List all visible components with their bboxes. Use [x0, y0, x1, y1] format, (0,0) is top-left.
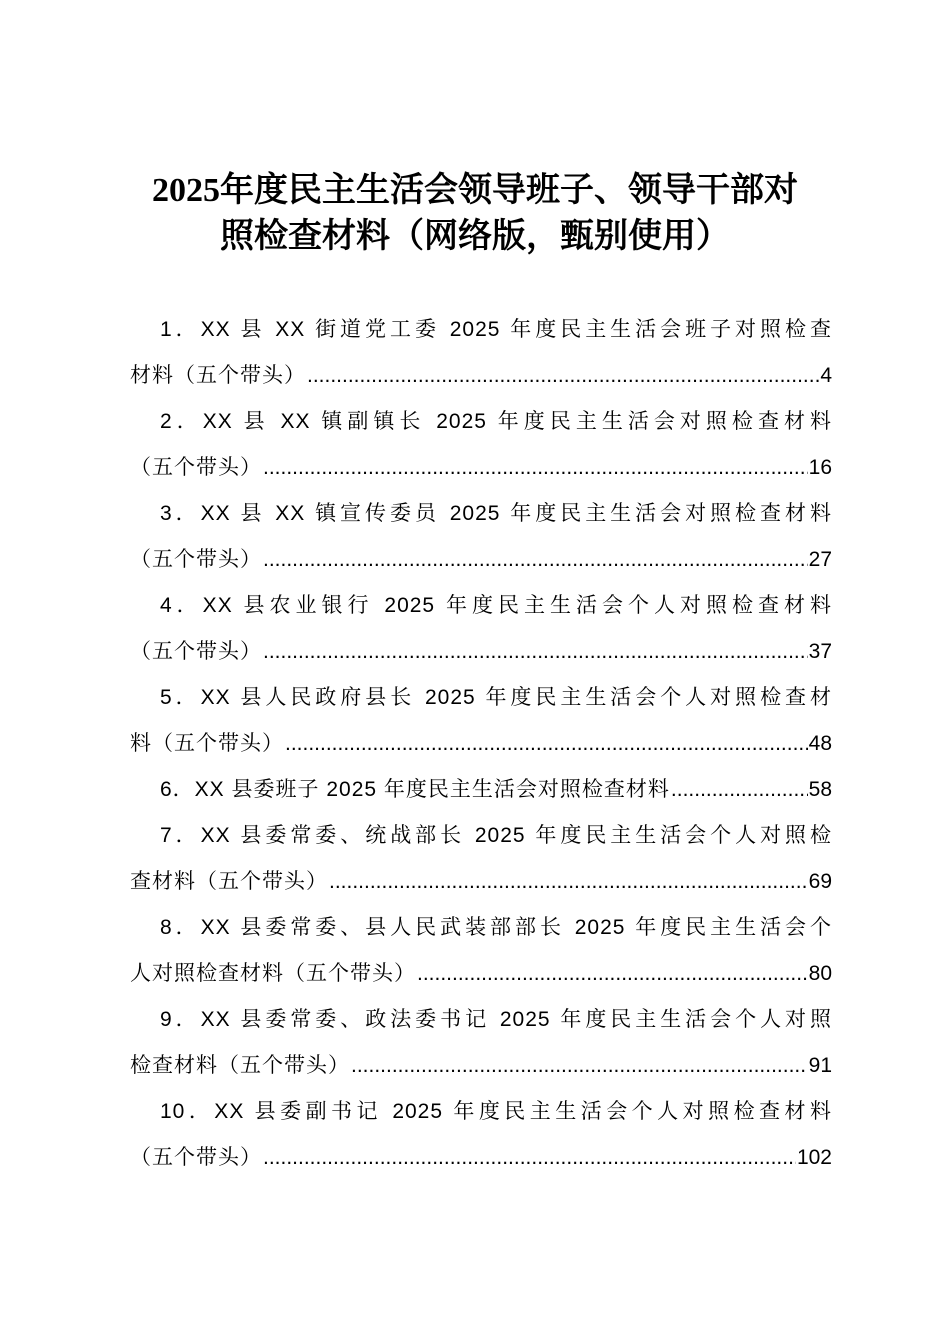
dot-leader	[263, 542, 808, 578]
toc-entry-leader-line	[130, 864, 832, 910]
toc-page-number: 27	[808, 548, 832, 571]
dot-leader	[351, 1048, 808, 1084]
toc-entry[interactable]	[130, 496, 832, 588]
toc-entry-title: 7．XX 县委常委、统战部长 2025 年度民主生活会个人对照检	[160, 824, 832, 847]
toc-entry[interactable]	[130, 818, 832, 910]
toc-page-number: 91	[808, 1054, 832, 1077]
toc-entry[interactable]	[130, 1094, 832, 1186]
toc-entry-leader-line	[130, 450, 832, 496]
toc-entry-title-continued: 查材料（五个带头）	[130, 870, 328, 893]
toc-page-number: 37	[808, 640, 832, 663]
toc-entry-title-continued: （五个带头）	[130, 456, 262, 479]
toc-entry[interactable]	[130, 910, 832, 1002]
toc-entry-title-continued: 材料（五个带头）	[130, 364, 306, 387]
toc-page-number: 69	[808, 870, 832, 893]
toc-page-number: 80	[808, 962, 832, 985]
toc-entry-title-continued: （五个带头）	[130, 640, 262, 663]
dot-leader	[329, 864, 808, 900]
toc-entry-title: 1．XX 县 XX 街道党工委 2025 年度民主生活会班子对照检查	[160, 318, 832, 341]
toc-page-number: 16	[808, 456, 832, 479]
toc-entry[interactable]	[130, 404, 832, 496]
toc-entry-leader-line	[130, 1048, 832, 1094]
toc-entry[interactable]	[130, 680, 832, 772]
toc-entry-leader-line	[130, 542, 832, 588]
toc-entry-title: 3．XX 县 XX 镇宣传委员 2025 年度民主生活会对照检查材料	[160, 502, 832, 525]
dot-leader	[263, 1140, 796, 1176]
toc-entry-title-continued: 料（五个带头）	[130, 732, 284, 755]
dot-leader	[263, 634, 808, 670]
dot-leader	[263, 450, 808, 486]
toc-entry[interactable]	[130, 1002, 832, 1094]
toc-entry-title-continued: 检查材料（五个带头）	[130, 1054, 350, 1077]
dot-leader	[417, 956, 808, 992]
table-of-contents	[130, 312, 832, 1186]
toc-entry-leader-line	[130, 956, 832, 1002]
title-line-1: 2025年度民主生活会领导班子、领导干部对	[152, 172, 798, 209]
toc-entry-title: 10．XX 县委副书记 2025 年度民主生活会个人对照检查材料	[160, 1100, 832, 1123]
toc-entry-title: 2．XX 县 XX 镇副镇长 2025 年度民主生活会对照检查材料	[160, 410, 832, 433]
dot-leader	[285, 726, 808, 762]
toc-page-number: 102	[796, 1146, 832, 1169]
title-line-2: 照检查材料（网络版，甄别使用）	[220, 218, 730, 255]
toc-entry[interactable]	[130, 588, 832, 680]
toc-entry-leader-line	[130, 726, 832, 772]
toc-entry-title: 8．XX 县委常委、县人民武装部部长 2025 年度民主生活会个	[160, 916, 832, 939]
toc-entry-title-continued: （五个带头）	[130, 1146, 262, 1169]
toc-entry-leader-line	[130, 772, 832, 818]
document-title	[100, 168, 850, 260]
toc-entry-leader-line	[130, 634, 832, 680]
toc-entry[interactable]	[130, 772, 832, 818]
toc-entry-title-continued: （五个带头）	[130, 548, 262, 571]
toc-entry-leader-line	[130, 1140, 832, 1186]
toc-entry-title-continued: 6．XX 县委班子 2025 年度民主生活会对照检查材料	[160, 778, 670, 801]
toc-page-number: 48	[808, 732, 832, 755]
toc-entry[interactable]	[130, 312, 832, 404]
toc-page-number: 58	[808, 778, 832, 801]
toc-page-number: 4	[820, 364, 832, 387]
toc-entry-title-continued: 人对照检查材料（五个带头）	[130, 962, 416, 985]
dot-leader	[671, 772, 808, 808]
toc-entry-leader-line	[130, 358, 832, 404]
dot-leader	[307, 358, 819, 394]
toc-entry-title: 4．XX 县农业银行 2025 年度民主生活会个人对照检查材料	[160, 594, 832, 617]
toc-entry-title: 5．XX 县人民政府县长 2025 年度民主生活会个人对照检查材	[160, 686, 832, 709]
toc-entry-title: 9．XX 县委常委、政法委书记 2025 年度民主生活会个人对照	[160, 1008, 832, 1031]
